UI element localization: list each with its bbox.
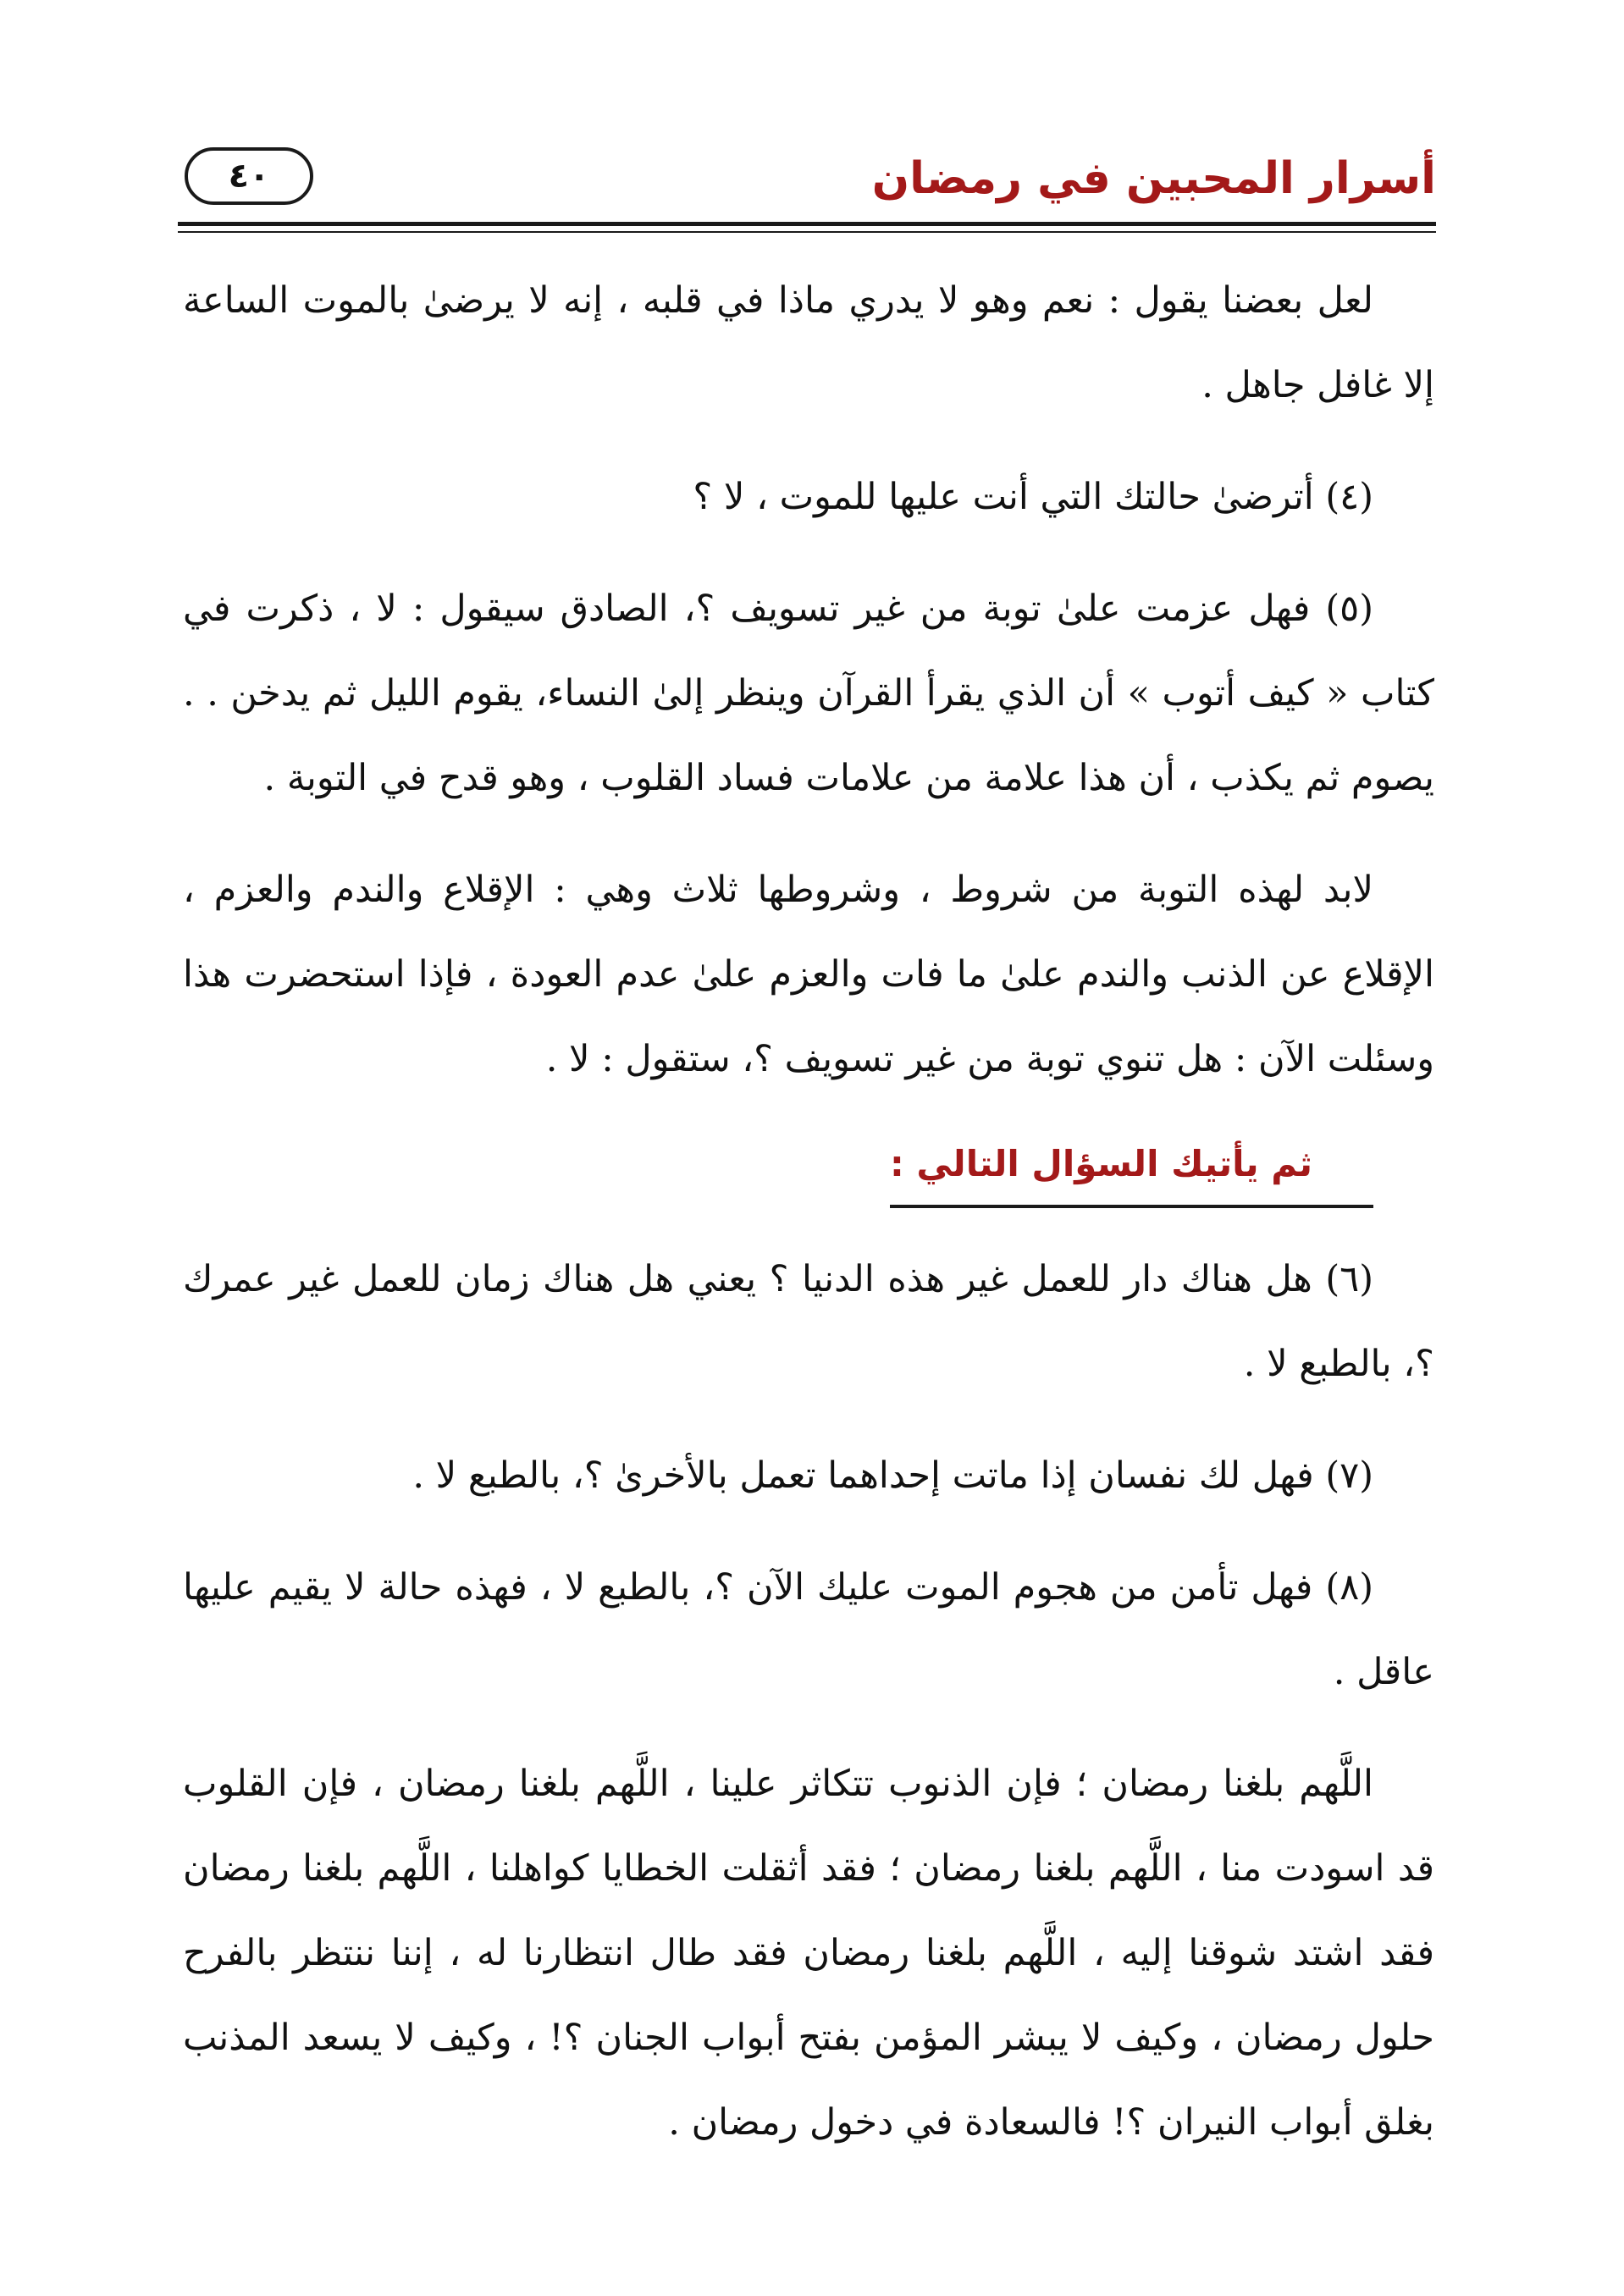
- paragraph: (٤) أترضىٰ حالتك التي أنت عليها للموت ، لا ؟: [693, 476, 1373, 518]
- header-rule-thin: [178, 231, 1436, 233]
- paragraph: (٨) فهل تأمن من هجوم الموت عليك الآن ؟، بالطبع لا ، فهذه حالة لا يقيم عليها عاقل .: [183, 1566, 1434, 1693]
- paragraph: (٦) هل هناك دار للعمل غير هذه الدنيا ؟ يعني هل هناك زمان للعمل غير عمرك ؟، بالطبع لا .: [183, 1258, 1434, 1385]
- subheading-text: ثم يأتيك السؤال التالي :: [890, 1129, 1373, 1208]
- page-number: ٤٠: [185, 147, 313, 205]
- header-rule-thick: [178, 222, 1436, 226]
- section-subheading: [183, 1129, 1434, 1208]
- paragraph: (٥) فهل عزمت علىٰ توبة من غير تسويف ؟، الصادق سيقول : لا ، ذكرت في كتاب « كيف أتوب » أن الذي يقرأ القرآن وينظر إلىٰ النساء، يقوم الليل ثم يدخن . . يصوم ثم يكذب ، أن هذا علامة من علامات فساد القلوب ، وهو قدح في التوبة .: [183, 588, 1434, 799]
- paragraph: (٧) فهل لك نفسان إذا ماتت إحداهما تعمل بالأخرىٰ ؟، بالطبع لا .: [412, 1454, 1373, 1497]
- book-title: أسرار المحبين في رمضان: [871, 153, 1436, 204]
- paragraph: اللَّهم بلغنا رمضان ؛ فإن الذنوب تتكاثر علينا ، اللَّهم بلغنا رمضان ، فإن القلوب قد اسودت منا ، اللَّهم بلغنا رمضان ؛ فقد أثقلت الخطايا كواهلنا ، اللَّهم بلغنا رمضان فقد اشتد شوقنا إليه ، اللَّهم بلغنا رمضان فقد طال انتظارنا له ، إننا ننتظر بالفرح حلول رمضان ، وكيف لا يبشر المؤمن بفتح أبواب الجنان ؟! ، وكيف لا يسعد المذنب بغلق أبواب النيران ؟! فالسعادة في دخول رمضان .: [183, 1763, 1434, 2144]
- paragraph: لعل بعضنا يقول : نعم وهو لا يدري ماذا في قلبه ، إنه لا يرضىٰ بالموت الساعة إلا غافل جاهل .: [183, 279, 1434, 406]
- paragraph: لابد لهذه التوبة من شروط ، وشروطها ثلاث وهي : الإقلاع والندم والعزم ، الإقلاع عن الذنب والندم علىٰ ما فات والعزم علىٰ عدم العودة ، فإذا استحضرت هذا وسئلت الآن : هل تنوي توبة من غير تسويف ؟، ستقول : لا .: [183, 869, 1434, 1080]
- page-body: [183, 258, 1434, 2231]
- page-header: [178, 142, 1436, 224]
